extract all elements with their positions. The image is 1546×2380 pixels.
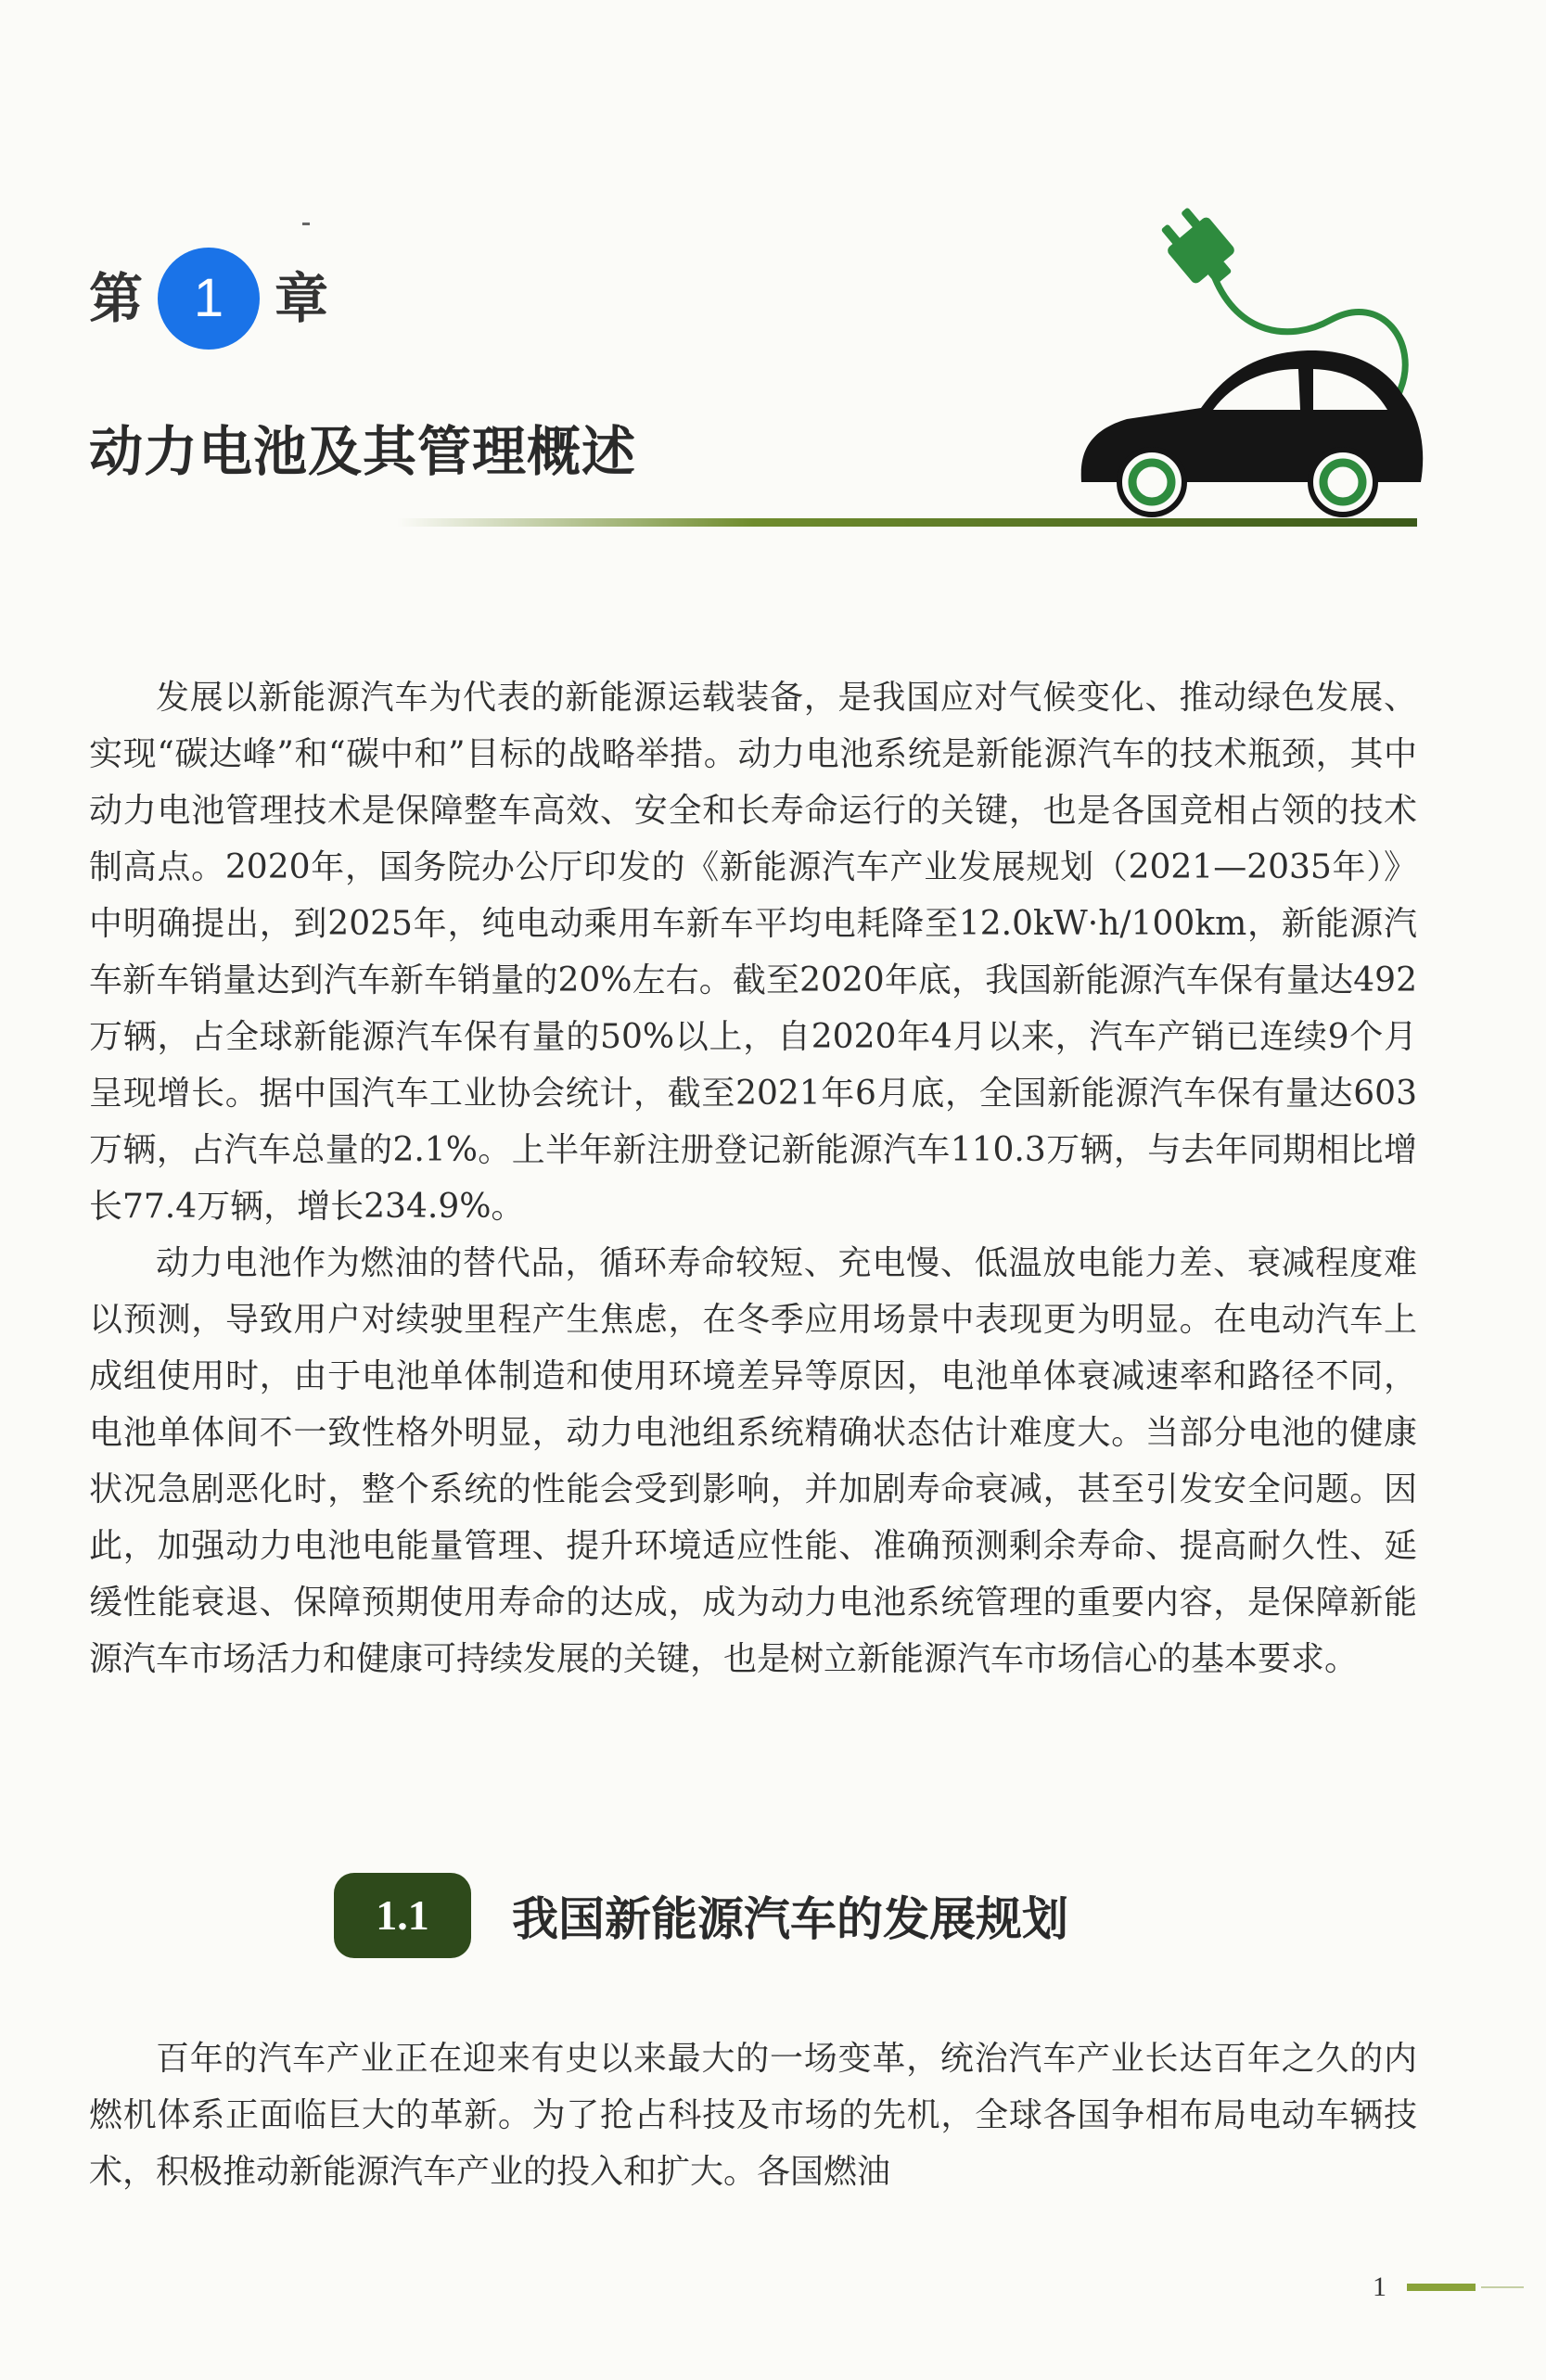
section-text (89, 2030, 1417, 2200)
plug-icon (1154, 204, 1245, 296)
footer-accent-line (1481, 2286, 1524, 2288)
chapter-suffix: 章 (275, 267, 329, 330)
chapter-number-badge: 1 (158, 248, 260, 350)
chapter-prefix: 第 (89, 267, 144, 330)
section-paragraph-1: 百年的汽车产业正在迎来有史以来最大的一场变革，统治汽车产业长达百年之久的内燃机体系正面临巨大的革新。为了抢占科技及市场的先机，全球各国争相布局电动车辆技术，积极推动新能源汽车产业的投入和扩大。各国燃油 (89, 2040, 1417, 2191)
title-underline (397, 518, 1417, 527)
electric-car-illustration (1076, 204, 1428, 519)
chapter-intro-text (89, 669, 1417, 1687)
section-heading (334, 1873, 1068, 1958)
car-icon (1081, 350, 1423, 515)
page-number: 1 (1373, 2272, 1386, 2302)
page-footer (1373, 2272, 1524, 2303)
section-number-badge: 1.1 (334, 1873, 471, 1958)
paragraph-2: 动力电池作为燃油的替代品，循环寿命较短、充电慢、低温放电能力差、衰减程度难以预测，导致用户对续驶里程产生焦虑，在冬季应用场景中表现更为明显。在电动汽车上成组使用时，由于电池单体制造和使用环境差异等原因，电池单体衰减速率和路径不同，电池单体间不一致性格外明显，动力电池组系统精确状态估计难度大。当部分电池的健康状况急剧恶化时，整个系统的性能会受到影响，并加剧寿命衰减，甚至引发安全问题。因此，加强动力电池电能量管理、提升环境适应性能、准确预测剩余寿命、提高耐久性、延缓性能衰退、保障预期使用寿命的达成，成为动力电池系统管理的重要内容，是保障新能源汽车市场活力和健康可持续发展的关键，也是树立新能源汽车市场信心的基本要求。 (89, 1244, 1417, 1678)
chapter-title: 动力电池及其管理概述 (89, 420, 637, 483)
section-title: 我国新能源汽车的发展规划 (512, 1891, 1068, 1946)
paragraph-1: 发展以新能源汽车为代表的新能源运载装备，是我国应对气候变化、推动绿色发展、实现“碳达峰”和“碳中和”目标的战略举措。动力电池系统是新能源汽车的技术瓶颈，其中动力电池管理技术是保障整车高效、安全和长寿命运行的关键，也是各国竞相占领的技术制高点。2020年，国务院办公厅印发的《新能源汽车产业发展规划（2021—2035年）》中明确提出，到2025年，纯电动乘用车新车平均电耗降至12.0kW·h/100km，新能源汽车新车销量达到汽车新车销量的20%左右。截至2020年底，我国新能源汽车保有量达492万辆，占全球新能源汽车保有量的50%以上，自2020年4月以来，汽车产销已连续9个月呈现增长。据中国汽车工业协会统计，截至2021年6月底，全国新能源汽车保有量达603万辆，占汽车总量的2.1%。上半年新注册登记新能源汽车110.3万辆，与去年同期相比增长77.4万辆，增长234.9%。 (89, 679, 1417, 1226)
footer-accent-bar (1407, 2284, 1476, 2291)
chapter-heading (89, 252, 328, 345)
scan-mark (302, 223, 310, 225)
